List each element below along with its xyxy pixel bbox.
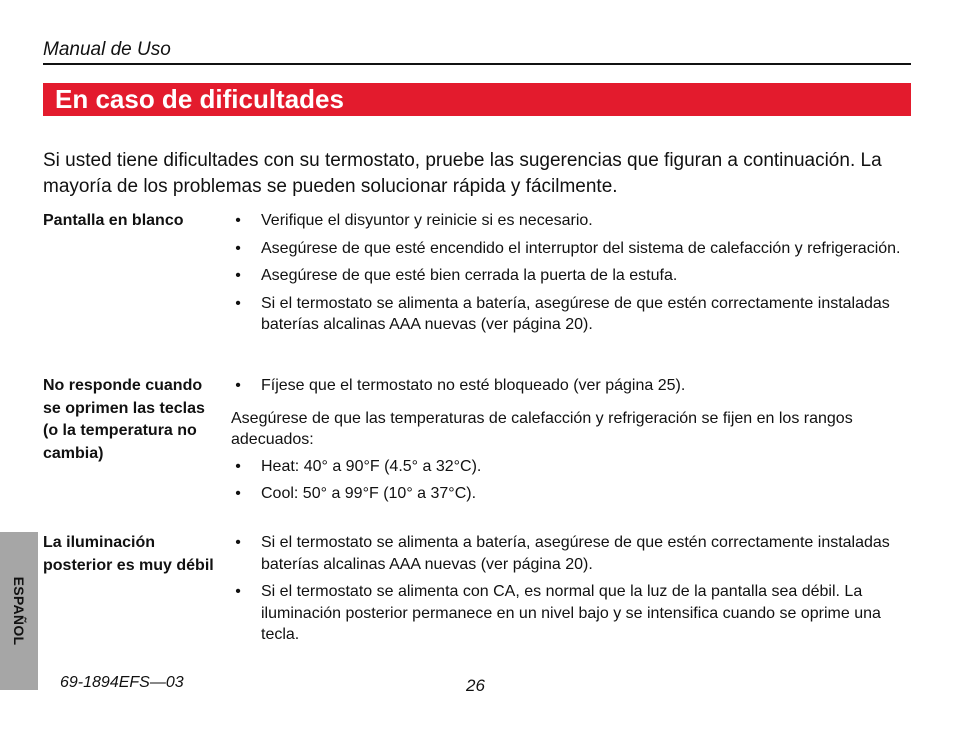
header-title: Manual de Uso: [43, 39, 171, 60]
page-number: 26: [466, 676, 485, 695]
bullet-marker: •: [235, 239, 241, 257]
list-item: [231, 483, 911, 505]
solutions-list: [231, 375, 911, 511]
list-item-text: Heat: 40° a 90°F (4.5° a 32°C).: [261, 457, 482, 475]
list-item: [231, 265, 911, 287]
section-title: En caso de dificultades: [55, 84, 344, 114]
bullet-marker: •: [235, 583, 241, 600]
list-item: [231, 532, 911, 575]
document-code: 69-1894EFS—03: [60, 674, 184, 691]
list-item-text: Verifique el disyuntor y reinicie si es necesario.: [261, 212, 593, 229]
language-side-tab: [0, 532, 38, 690]
solutions-list: [231, 532, 911, 652]
bullet-marker: •: [235, 212, 241, 229]
list-item-text: Cool: 50° a 99°F (10° a 37°C).: [261, 485, 477, 502]
section-title-bar: [43, 83, 911, 116]
bullet-marker: •: [235, 457, 241, 475]
list-item-text: Si el termostato se alimenta a batería, asegúrese de que estén correctamente instaladas baterías alcalinas AAA nuevas (ver página 20).: [261, 534, 890, 573]
problem-label: No responde cuando se oprimen las teclas (o la temperatura no cambia): [43, 377, 205, 463]
list-item-text: Asegúrese de que esté bien cerrada la puerta de la estufa.: [261, 267, 678, 284]
list-item-text: Fíjese que el termostato no esté bloqueado (ver página 25).: [261, 377, 686, 394]
intro-paragraph: Si usted tiene dificultades con su termostato, pruebe las sugerencias que figuran a continuación. La mayoría de los problemas se pueden solucionar rápida y fácilmente.: [43, 150, 882, 197]
list-item: [231, 581, 911, 646]
bullet-marker: •: [235, 294, 241, 312]
list-item: [231, 375, 911, 397]
list-item-text: Si el termostato se alimenta con CA, es normal que la luz de la pantalla sea débil. La iluminación posterior permanece en un nivel bajo y se intensifica cuando se oprime una tecla.: [261, 583, 881, 643]
language-label: ESPAÑOL: [11, 576, 27, 646]
list-item: [231, 210, 911, 232]
problem-label: La iluminación posterior es muy débil: [43, 534, 214, 574]
solution-paragraph: Asegúrese de que las temperaturas de calefacción y refrigeración se fijen en los rangos adecuados:: [231, 409, 853, 448]
bullet-marker: •: [235, 267, 241, 284]
list-item: [231, 293, 911, 336]
list-item: [231, 238, 911, 260]
problem-label: Pantalla en blanco: [43, 212, 184, 229]
solutions-list: [231, 210, 911, 342]
bullet-marker: •: [235, 534, 241, 551]
list-item: [231, 456, 911, 478]
header-rule: [43, 63, 911, 65]
bullet-marker: •: [235, 485, 241, 502]
list-item-text: Si el termostato se alimenta a batería, asegúrese de que estén correctamente instaladas baterías alcalinas AAA nuevas (ver página 20).: [261, 294, 890, 333]
list-item-text: Asegúrese de que esté encendido el interruptor del sistema de calefacción y refrigeración.: [261, 239, 901, 257]
bullet-marker: •: [235, 377, 241, 394]
